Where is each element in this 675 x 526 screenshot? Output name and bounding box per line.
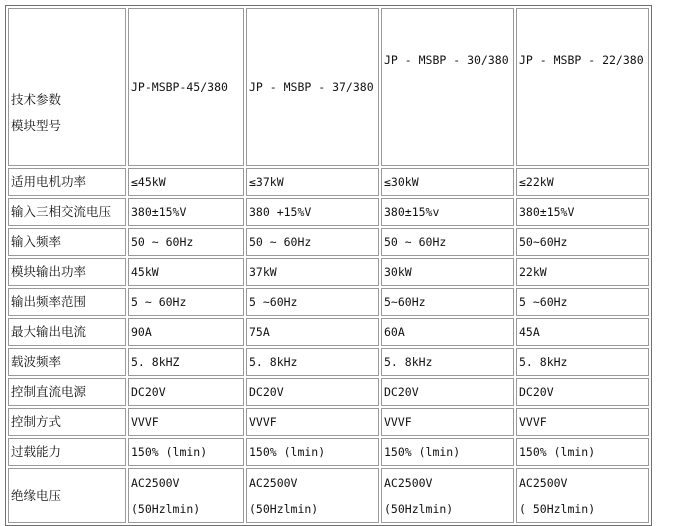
table-row <box>8 438 649 466</box>
cell: ≤45kW <box>128 168 244 196</box>
cell: 5. 8kHz <box>381 348 514 376</box>
cell: 380±15%V <box>128 198 244 226</box>
table-row <box>8 168 649 196</box>
cell: 5. 8kHZ <box>128 348 244 376</box>
row-label: 模块输出功率 <box>8 258 126 286</box>
param-header-line2: 模块型号 <box>11 118 62 133</box>
cell: 50 ~ 60Hz <box>246 228 379 256</box>
cell: 380±15%v <box>381 198 514 226</box>
header-row <box>8 8 649 166</box>
cell: 5 ~60Hz <box>246 288 379 316</box>
cell: DC20V <box>246 378 379 406</box>
cell: ≤22kW <box>516 168 649 196</box>
model-header-3: JP - MSBP - 30/380 <box>381 8 514 166</box>
table-row <box>8 408 649 436</box>
cell-line: (50Hzlmin) <box>384 501 454 516</box>
model-header-4: JP - MSBP - 22/380 <box>516 8 649 166</box>
row-label: 载波频率 <box>8 348 126 376</box>
cell-line: AC2500V <box>249 475 298 490</box>
cell <box>381 468 514 523</box>
cell: 5. 8kHz <box>246 348 379 376</box>
table-row <box>8 378 649 406</box>
table-row <box>8 258 649 286</box>
cell: 150% (lmin) <box>246 438 379 466</box>
table-row-insulation <box>8 468 649 523</box>
cell: 380 +15%V <box>246 198 379 226</box>
model-header-2: JP - MSBP - 37/380 <box>246 8 379 166</box>
row-label: 控制方式 <box>8 408 126 436</box>
model-header-1: JP-MSBP-45/380 <box>128 8 244 166</box>
row-label: 输入频率 <box>8 228 126 256</box>
row-label: 控制直流电源 <box>8 378 126 406</box>
table-row <box>8 348 649 376</box>
param-header-cell <box>8 8 126 166</box>
cell: VVVF <box>381 408 514 436</box>
cell: 22kW <box>516 258 649 286</box>
cell-line: (50Hzlmin) <box>131 501 201 516</box>
cell-line: AC2500V <box>384 475 433 490</box>
row-label: 绝缘电压 <box>8 468 126 523</box>
table-row <box>8 288 649 316</box>
cell: 45kW <box>128 258 244 286</box>
cell: DC20V <box>128 378 244 406</box>
table-row <box>8 318 649 346</box>
cell-line: (50Hzlmin) <box>249 501 319 516</box>
cell: DC20V <box>516 378 649 406</box>
cell: 5~60Hz <box>381 288 514 316</box>
cell: 5 ~ 60Hz <box>128 288 244 316</box>
spec-table <box>5 5 652 526</box>
cell: 30kW <box>381 258 514 286</box>
cell: 50 ~ 60Hz <box>128 228 244 256</box>
cell: 150% (lmin) <box>516 438 649 466</box>
cell: ≤37kW <box>246 168 379 196</box>
cell: 5. 8kHz <box>516 348 649 376</box>
cell: 37kW <box>246 258 379 286</box>
cell: 50 ~ 60Hz <box>381 228 514 256</box>
cell <box>516 468 649 523</box>
cell: 5 ~60Hz <box>516 288 649 316</box>
param-header-line1: 技术参数 <box>11 92 62 107</box>
cell-line: AC2500V <box>519 475 568 490</box>
table-row <box>8 198 649 226</box>
cell: 150% (lmin) <box>128 438 244 466</box>
cell: DC20V <box>381 378 514 406</box>
cell: 75A <box>246 318 379 346</box>
cell: 45A <box>516 318 649 346</box>
cell: ≤30kW <box>381 168 514 196</box>
cell: 50~60Hz <box>516 228 649 256</box>
row-label: 输入三相交流电压 <box>8 198 126 226</box>
row-label: 输出频率范围 <box>8 288 126 316</box>
cell: 90A <box>128 318 244 346</box>
cell: 60A <box>381 318 514 346</box>
cell <box>128 468 244 523</box>
cell: VVVF <box>516 408 649 436</box>
cell-line: ( 50Hzlmin) <box>519 501 596 516</box>
cell: VVVF <box>246 408 379 436</box>
cell: 380±15%V <box>516 198 649 226</box>
cell <box>246 468 379 523</box>
cell: 150% (lmin) <box>381 438 514 466</box>
cell-line: AC2500V <box>131 475 180 490</box>
cell: VVVF <box>128 408 244 436</box>
row-label: 过载能力 <box>8 438 126 466</box>
table-row <box>8 228 649 256</box>
row-label: 适用电机功率 <box>8 168 126 196</box>
row-label: 最大输出电流 <box>8 318 126 346</box>
